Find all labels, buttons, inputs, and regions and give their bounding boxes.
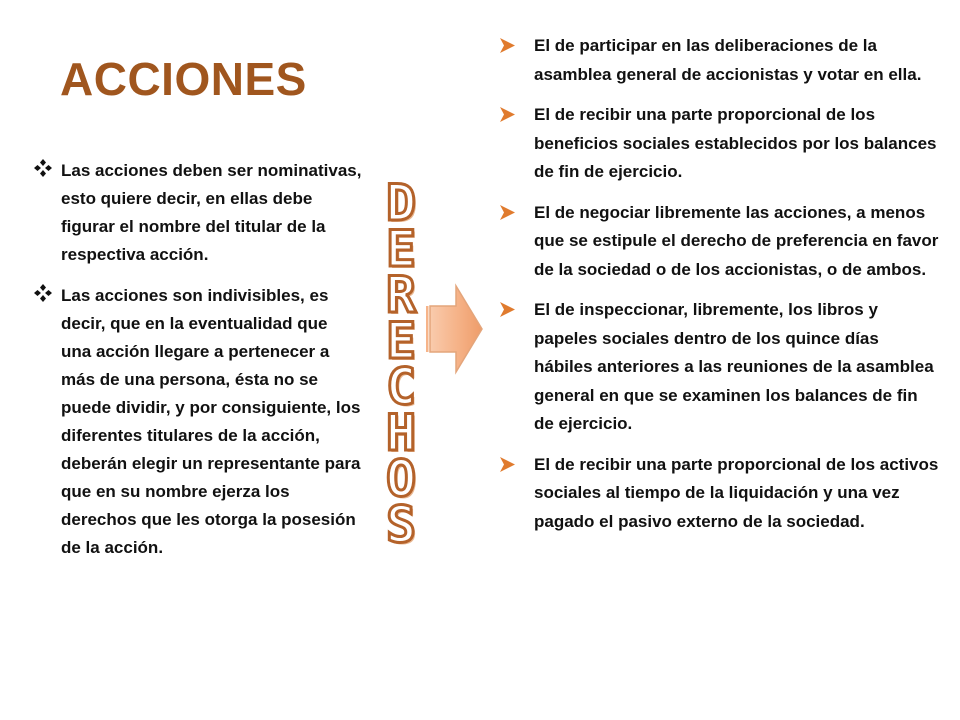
right-bullet-item [496,32,941,89]
right-bullet-text: El de inspeccionar, libremente, los libros y papeles sociales dentro de los quince días hábiles anteriores a las reuniones de la asamblea general en que se examinen los balances de fin de ejercicio. [534,300,934,433]
right-bullet-text: El de recibir una parte proporcional de los beneficios sociales establecidos por los balances de fin de ejercicio. [534,105,937,181]
right-bullet-item [496,199,941,285]
arrowhead-bullet-icon [499,301,516,318]
right-bullet-item [496,451,941,537]
vertical-letter: C [385,358,417,416]
vertical-letter: O [385,450,417,508]
vertical-letter: E [385,312,417,370]
arrowhead-bullet-icon [499,106,516,123]
vertical-letter: D [385,174,417,232]
vertical-letter: S [385,496,417,554]
right-bullet-item [496,296,941,439]
right-bullet-list [496,32,941,548]
vertical-letter: H [385,404,417,462]
right-arrow-icon [424,282,486,376]
arrowhead-bullet-icon [499,37,516,54]
right-bullet-text: El de recibir una parte proporcional de los activos sociales al tiempo de la liquidación y una vez pagado el pasivo externo de la sociedad. [534,454,939,531]
left-bullet-text: Las acciones son indivisibles, es decir, que en la eventualidad que una acción llegare a pertenecer a más de una persona, ésta no se puede dividir, y por consiguiente, los diferentes titulares de la acción, deberán elegir un representante para que en su nombre ejerza los derechos que les otorga la posesión de la acción. [61,286,361,557]
four-diamond-bullet-icon [33,283,53,303]
vertical-letter: R [385,266,417,324]
left-bullet-list [32,157,362,575]
slide-title: ACCIONES [60,53,307,105]
arrowhead-bullet-icon [499,456,516,473]
vertical-letter: E [385,220,417,278]
right-bullet-item [496,101,941,187]
left-bullet-text: Las acciones deben ser nominativas, esto quiere decir, en ellas debe figurar el nombre del titular de la respectiva acción. [61,161,362,264]
left-bullet-item [32,157,362,269]
right-bullet-text: El de participar en las deliberaciones de la asamblea general de accionistas y votar en ella. [534,36,922,84]
left-bullet-item [32,282,362,562]
right-bullet-text: El de negociar libremente las acciones, a menos que se estipule el derecho de preferencia en favor de la sociedad o de los accionistas, o de ambos. [534,202,939,279]
four-diamond-bullet-icon [33,158,53,178]
arrowhead-bullet-icon [499,204,516,221]
